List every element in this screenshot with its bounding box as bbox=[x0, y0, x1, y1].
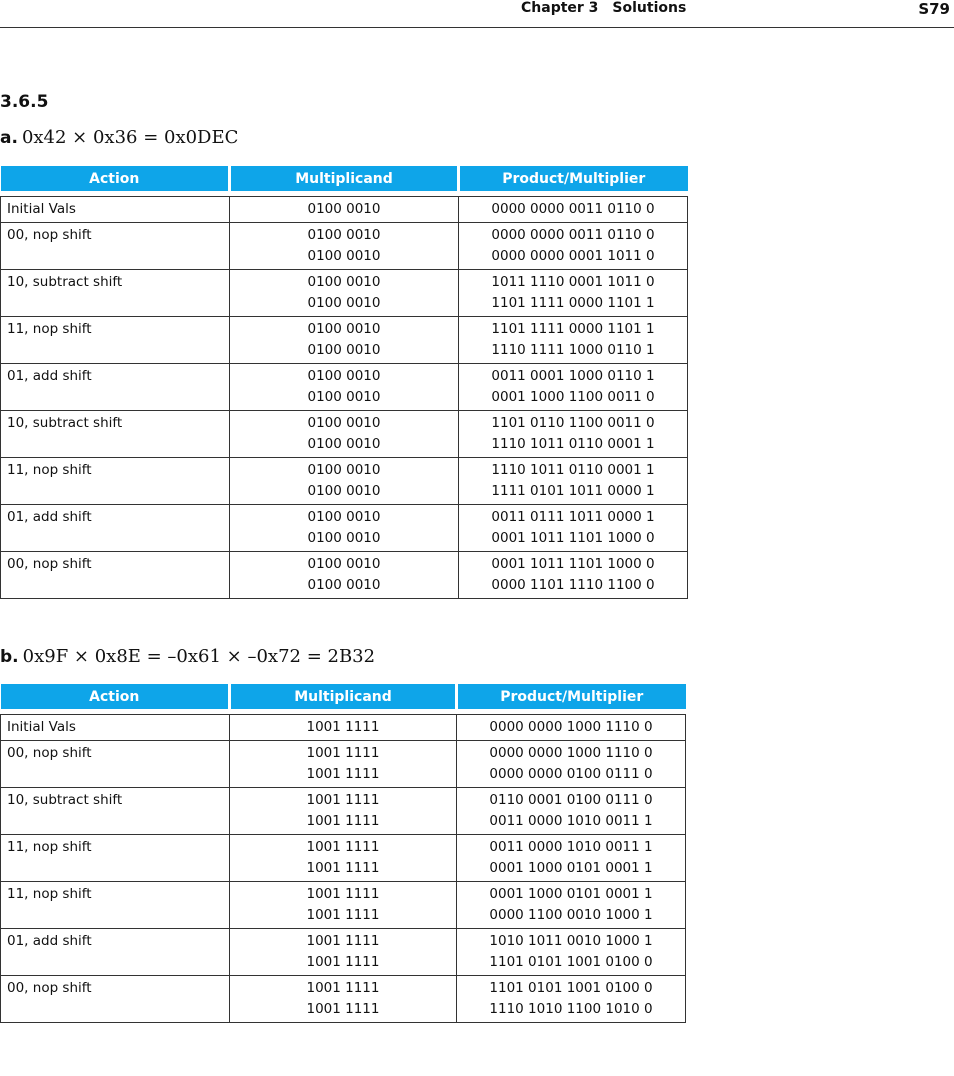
product-multiplier-value: 0000 0000 0011 0110 0 bbox=[491, 227, 655, 243]
multiplicand-cell bbox=[230, 788, 457, 835]
multiplicand-value: 0100 0010 bbox=[307, 342, 381, 358]
multiplicand-value: 1001 1111 bbox=[306, 792, 380, 808]
action-cell bbox=[1, 741, 230, 788]
multiplicand-cell bbox=[230, 505, 459, 552]
multiplicand-cell bbox=[230, 835, 457, 882]
multiplicand-value: 1001 1111 bbox=[306, 907, 380, 923]
product-multiplier-cell bbox=[459, 458, 688, 505]
multiplicand-cell bbox=[230, 741, 457, 788]
multiplicand-value: 1001 1111 bbox=[306, 933, 380, 949]
table-row bbox=[1, 411, 688, 458]
table-row bbox=[1, 223, 688, 270]
product-multiplier-cell bbox=[459, 505, 688, 552]
action-text: 11, nop shift bbox=[7, 321, 92, 337]
product-multiplier-value: 0011 0001 1000 0110 1 bbox=[491, 368, 655, 384]
column-header-action: Action bbox=[1, 684, 230, 709]
column-header-action: Action bbox=[1, 166, 230, 191]
multiplicand-value: 1001 1111 bbox=[306, 1001, 380, 1017]
page-number: S79 bbox=[918, 0, 950, 18]
product-multiplier-value: 0000 0000 0100 0111 0 bbox=[489, 766, 653, 782]
action-cell bbox=[1, 976, 230, 1023]
chapter-label: Chapter 3 bbox=[521, 0, 599, 16]
multiplicand-value: 0100 0010 bbox=[307, 201, 381, 217]
multiplicand-value: 1001 1111 bbox=[306, 719, 380, 735]
product-multiplier-value: 1110 1010 1100 1010 0 bbox=[489, 1001, 653, 1017]
product-multiplier-cell bbox=[459, 411, 688, 458]
part-b-heading bbox=[0, 646, 375, 667]
multiplicand-value: 0100 0010 bbox=[307, 248, 381, 264]
action-cell bbox=[1, 715, 230, 741]
product-multiplier-value: 1101 1111 0000 1101 1 bbox=[491, 321, 655, 337]
multiplicand-value: 0100 0010 bbox=[307, 295, 381, 311]
action-text: 11, nop shift bbox=[7, 462, 92, 478]
multiplicand-cell bbox=[230, 552, 459, 599]
multiplicand-value: 0100 0010 bbox=[307, 389, 381, 405]
action-cell bbox=[1, 552, 230, 599]
product-multiplier-value: 0000 0000 0011 0110 0 bbox=[491, 201, 655, 217]
column-header-multiplicand: Multiplicand bbox=[230, 684, 457, 709]
action-text: Initial Vals bbox=[7, 719, 76, 735]
product-multiplier-value: 1011 1110 0001 1011 0 bbox=[491, 274, 655, 290]
multiplicand-value: 0100 0010 bbox=[307, 530, 381, 546]
multiplicand-cell bbox=[230, 411, 459, 458]
action-cell bbox=[1, 270, 230, 317]
action-text: 01, add shift bbox=[7, 933, 92, 949]
product-multiplier-cell bbox=[459, 317, 688, 364]
multiplicand-value: 0100 0010 bbox=[307, 321, 381, 337]
running-head bbox=[521, 0, 686, 16]
action-cell bbox=[1, 364, 230, 411]
page-header bbox=[0, 0, 954, 28]
multiplicand-value: 0100 0010 bbox=[307, 274, 381, 290]
action-text: 01, add shift bbox=[7, 509, 92, 525]
multiplicand-value: 1001 1111 bbox=[306, 980, 380, 996]
multiplicand-value: 1001 1111 bbox=[306, 813, 380, 829]
multiplicand-value: 0100 0010 bbox=[307, 483, 381, 499]
product-multiplier-value: 0001 1011 1101 1000 0 bbox=[491, 530, 655, 546]
table-row bbox=[1, 882, 686, 929]
action-text: 00, nop shift bbox=[7, 556, 92, 572]
multiplicand-value: 0100 0010 bbox=[307, 462, 381, 478]
action-cell bbox=[1, 458, 230, 505]
column-header-multiplicand: Multiplicand bbox=[230, 166, 459, 191]
action-text: 00, nop shift bbox=[7, 745, 92, 761]
multiplicand-cell bbox=[230, 882, 457, 929]
product-multiplier-cell bbox=[457, 741, 686, 788]
multiplicand-cell bbox=[230, 364, 459, 411]
multiplicand-value: 0100 0010 bbox=[307, 436, 381, 452]
product-multiplier-value: 0001 1011 1101 1000 0 bbox=[491, 556, 655, 572]
multiplicand-cell bbox=[230, 715, 457, 741]
section-number: 3.6.5 bbox=[0, 92, 49, 112]
multiplicand-cell bbox=[230, 929, 457, 976]
multiplicand-cell bbox=[230, 270, 459, 317]
action-cell bbox=[1, 223, 230, 270]
product-multiplier-cell bbox=[459, 552, 688, 599]
product-multiplier-value: 0011 0000 1010 0011 1 bbox=[489, 839, 653, 855]
product-multiplier-value: 1101 1111 0000 1101 1 bbox=[491, 295, 655, 311]
product-multiplier-value: 0011 0111 1011 0000 1 bbox=[491, 509, 655, 525]
multiplicand-cell bbox=[230, 458, 459, 505]
multiplicand-value: 1001 1111 bbox=[306, 766, 380, 782]
product-multiplier-value: 0000 0000 1000 1110 0 bbox=[489, 719, 653, 735]
table-row bbox=[1, 741, 686, 788]
multiplicand-value: 1001 1111 bbox=[306, 745, 380, 761]
table-row bbox=[1, 270, 688, 317]
product-multiplier-value: 1110 1011 0110 0001 1 bbox=[491, 462, 655, 478]
multiplicand-value: 0100 0010 bbox=[307, 368, 381, 384]
booth-table-b bbox=[0, 684, 686, 1023]
table-row bbox=[1, 976, 686, 1023]
table-row bbox=[1, 458, 688, 505]
action-cell bbox=[1, 505, 230, 552]
part-b-equation: 0x9F × 0x8E = –0x61 × –0x72 = 2B32 bbox=[22, 646, 376, 667]
multiplicand-value: 0100 0010 bbox=[307, 556, 381, 572]
product-multiplier-cell bbox=[459, 270, 688, 317]
multiplicand-cell bbox=[230, 976, 457, 1023]
action-cell bbox=[1, 788, 230, 835]
product-multiplier-value: 0001 1000 0101 0001 1 bbox=[489, 860, 653, 876]
product-multiplier-value: 0001 1000 0101 0001 1 bbox=[489, 886, 653, 902]
product-multiplier-cell bbox=[459, 197, 688, 223]
multiplicand-value: 0100 0010 bbox=[307, 415, 381, 431]
multiplicand-value: 1001 1111 bbox=[306, 954, 380, 970]
product-multiplier-value: 1111 0101 1011 0000 1 bbox=[491, 483, 655, 499]
product-multiplier-cell bbox=[457, 835, 686, 882]
booth-table-a bbox=[0, 166, 688, 599]
action-cell bbox=[1, 835, 230, 882]
table-row bbox=[1, 788, 686, 835]
action-cell bbox=[1, 929, 230, 976]
action-cell bbox=[1, 197, 230, 223]
action-text: 01, add shift bbox=[7, 368, 92, 384]
multiplicand-value: 0100 0010 bbox=[307, 509, 381, 525]
action-cell bbox=[1, 882, 230, 929]
table-row bbox=[1, 197, 688, 223]
product-multiplier-value: 0000 1101 1110 1100 0 bbox=[491, 577, 655, 593]
multiplicand-value: 0100 0010 bbox=[307, 577, 381, 593]
product-multiplier-cell bbox=[457, 788, 686, 835]
action-text: 10, subtract shift bbox=[7, 274, 123, 290]
action-cell bbox=[1, 411, 230, 458]
action-text: 00, nop shift bbox=[7, 227, 92, 243]
table-header-row bbox=[1, 166, 688, 191]
product-multiplier-value: 0001 1000 1100 0011 0 bbox=[491, 389, 655, 405]
action-text: 10, subtract shift bbox=[7, 415, 123, 431]
table-row bbox=[1, 317, 688, 364]
product-multiplier-cell bbox=[457, 976, 686, 1023]
product-multiplier-value: 0000 0000 1000 1110 0 bbox=[489, 745, 653, 761]
action-cell bbox=[1, 317, 230, 364]
part-b-label: b. bbox=[0, 647, 19, 667]
product-multiplier-value: 0110 0001 0100 0111 0 bbox=[489, 792, 653, 808]
action-text: 11, nop shift bbox=[7, 839, 92, 855]
part-a-equation: 0x42 × 0x36 = 0x0DEC bbox=[21, 127, 239, 148]
product-multiplier-value: 1010 1011 0010 1000 1 bbox=[489, 933, 653, 949]
table-row bbox=[1, 505, 688, 552]
product-multiplier-value: 0000 1100 0010 1000 1 bbox=[489, 907, 653, 923]
table-row bbox=[1, 552, 688, 599]
section-name: Solutions bbox=[612, 0, 687, 16]
table-row bbox=[1, 835, 686, 882]
action-text: 00, nop shift bbox=[7, 980, 92, 996]
action-text: 10, subtract shift bbox=[7, 792, 123, 808]
part-a-heading bbox=[0, 127, 238, 148]
multiplicand-value: 0100 0010 bbox=[307, 227, 381, 243]
product-multiplier-value: 1101 0101 1001 0100 0 bbox=[489, 954, 653, 970]
multiplicand-cell bbox=[230, 317, 459, 364]
action-text: 11, nop shift bbox=[7, 886, 92, 902]
product-multiplier-cell bbox=[457, 929, 686, 976]
table-header-row bbox=[1, 684, 686, 709]
table-row bbox=[1, 715, 686, 741]
product-multiplier-value: 0011 0000 1010 0011 1 bbox=[489, 813, 653, 829]
table-row bbox=[1, 929, 686, 976]
product-multiplier-value: 1101 0101 1001 0100 0 bbox=[489, 980, 653, 996]
column-header-product: Product/Multiplier bbox=[459, 166, 688, 191]
multiplicand-cell bbox=[230, 197, 459, 223]
product-multiplier-value: 0000 0000 0001 1011 0 bbox=[491, 248, 655, 264]
product-multiplier-value: 1101 0110 1100 0011 0 bbox=[491, 415, 655, 431]
table-row bbox=[1, 364, 688, 411]
part-a-label: a. bbox=[0, 128, 18, 148]
multiplicand-cell bbox=[230, 223, 459, 270]
multiplicand-value: 1001 1111 bbox=[306, 860, 380, 876]
multiplicand-value: 1001 1111 bbox=[306, 886, 380, 902]
multiplicand-value: 1001 1111 bbox=[306, 839, 380, 855]
action-text: Initial Vals bbox=[7, 201, 76, 217]
product-multiplier-cell bbox=[459, 223, 688, 270]
product-multiplier-cell bbox=[457, 715, 686, 741]
column-header-product: Product/Multiplier bbox=[457, 684, 686, 709]
product-multiplier-cell bbox=[459, 364, 688, 411]
product-multiplier-cell bbox=[457, 882, 686, 929]
product-multiplier-value: 1110 1111 1000 0110 1 bbox=[491, 342, 655, 358]
product-multiplier-value: 1110 1011 0110 0001 1 bbox=[491, 436, 655, 452]
